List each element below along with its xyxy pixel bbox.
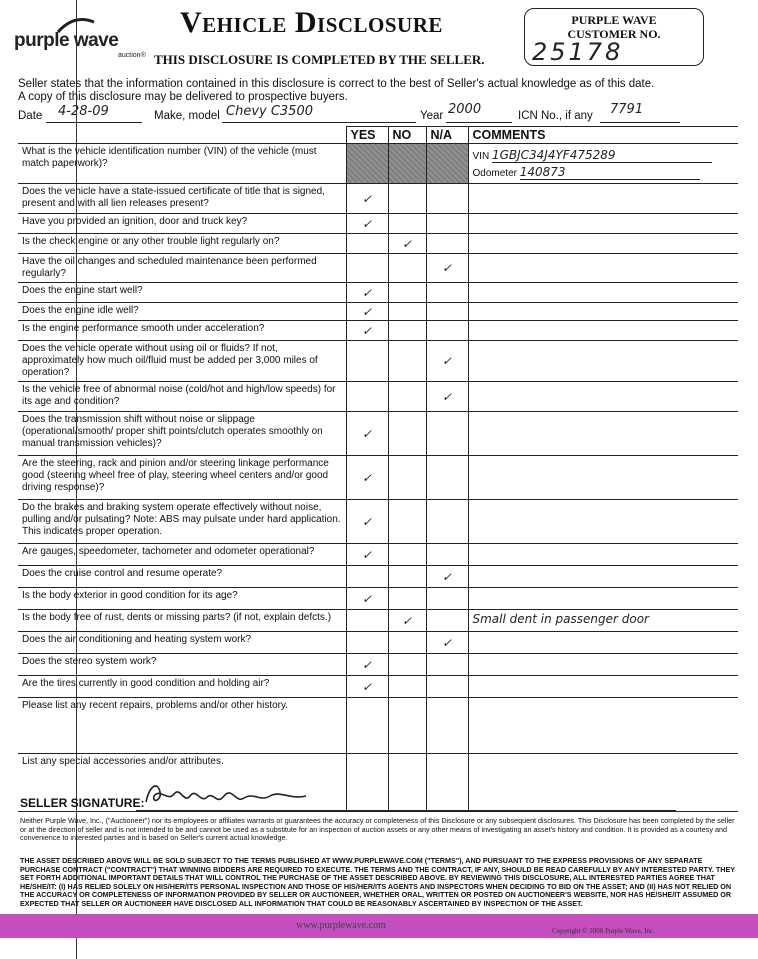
comment-cell[interactable] (468, 234, 738, 254)
question-text: What is the vehicle identification number (VIN) of the vehicle (must match paperwork)? (18, 144, 346, 184)
header-no: NO (388, 127, 426, 144)
table-row (18, 654, 738, 676)
table-row (18, 254, 738, 283)
logo-tagline: auction® (118, 52, 146, 59)
answer-yes-cell[interactable] (346, 341, 388, 382)
check-mark-icon: ✓ (361, 657, 373, 672)
answer-no-cell[interactable] (388, 610, 426, 632)
answer-na-cell[interactable] (426, 566, 468, 588)
answer-yes-cell[interactable] (346, 382, 388, 412)
check-mark-icon: ✓ (361, 426, 373, 441)
comment-cell[interactable] (468, 283, 738, 303)
signature-mark (140, 778, 340, 814)
table-row (18, 341, 738, 382)
answer-no-cell[interactable] (388, 412, 426, 456)
question-text: Is the check engine or any other trouble light regularly on? (18, 234, 346, 254)
answer-na-cell[interactable] (426, 214, 468, 234)
comment-cell[interactable] (468, 144, 738, 184)
year-underline (446, 122, 512, 123)
answer-yes-cell[interactable] (346, 283, 388, 303)
answer-yes-cell[interactable] (346, 456, 388, 500)
icn-label: ICN No., if any (518, 110, 593, 122)
question-text: Have you provided an ignition, door and truck key? (18, 214, 346, 234)
date-value[interactable]: 4-28-09 (58, 104, 109, 119)
answer-no-cell[interactable] (388, 544, 426, 566)
table-row (18, 500, 738, 544)
header-na: N/A (426, 127, 468, 144)
answer-no-cell[interactable] (388, 754, 426, 812)
answer-na-cell[interactable] (426, 588, 468, 610)
answer-yes-cell[interactable] (346, 500, 388, 544)
icn-underline (600, 122, 680, 123)
answer-na-cell[interactable] (426, 698, 468, 754)
check-mark-icon: ✓ (401, 613, 413, 628)
answer-na-cell[interactable] (426, 254, 468, 283)
table-row (18, 144, 738, 184)
customer-box-label-1: PURPLE WAVE (571, 13, 657, 27)
comment-cell[interactable] (468, 610, 738, 632)
odometer-row (473, 165, 735, 180)
answer-no-cell[interactable] (388, 698, 426, 754)
question-text: Does the air conditioning and heating system work? (18, 632, 346, 654)
comment-cell[interactable] (468, 321, 738, 341)
comment-cell[interactable] (468, 500, 738, 544)
answer-na-cell[interactable] (426, 283, 468, 303)
page-title: Vehicle Disclosure (180, 6, 443, 39)
answer-yes-cell[interactable] (346, 184, 388, 214)
answer-no-cell[interactable] (388, 341, 426, 382)
table-header (18, 127, 738, 144)
answer-yes-cell[interactable] (346, 303, 388, 321)
header-question (18, 127, 346, 144)
table-row (18, 214, 738, 234)
customer-number: 25178 (532, 38, 624, 66)
answer-yes-cell[interactable] (346, 588, 388, 610)
comment-cell[interactable] (468, 544, 738, 566)
answer-yes-cell[interactable] (346, 144, 388, 184)
question-text: Does the stereo system work? (18, 654, 346, 676)
answer-yes-cell[interactable] (346, 544, 388, 566)
answer-na-cell[interactable] (426, 632, 468, 654)
answer-no-cell[interactable] (388, 254, 426, 283)
vin-value[interactable]: 1GBJC34J4YF475289 (492, 148, 712, 163)
answer-na-cell[interactable] (426, 234, 468, 254)
table-row (18, 676, 738, 698)
answer-na-cell[interactable] (426, 341, 468, 382)
website-link[interactable]: www.purplewave.com (296, 920, 386, 931)
vin-label: VIN (472, 151, 490, 162)
question-text: Does the vehicle operate without using oil or fluids? If not, approximately how much oil/fluid must be added per 3,000 miles of operation? (18, 341, 346, 382)
comment-text: Small dent in passenger door (472, 612, 649, 626)
question-text: Does the cruise control and resume operate? (18, 566, 346, 588)
table-row (18, 234, 738, 254)
question-text: Are gauges, speedometer, tachometer and odometer operational? (18, 544, 346, 566)
disclaimer-1: Neither Purple Wave, Inc., ("Auctioneer") nor its employees or affiliates warrants or guarantees the accuracy or completeness of this Disclosure or any subsequent disclosures. This Disclosure has been completed by the seller or at the direction of seller and is not intended to be and cannot be used as a substitute for an inspection of auction assets or any other means of investigating an asset's history and condition. It is provided as a courtesy and convenience to interested parties and is based on Seller's current actual knowledge. (20, 816, 735, 843)
disclaimer-2: THE ASSET DESCRIBED ABOVE WILL BE SOLD SUBJECT TO THE TERMS PUBLISHED AT WWW.PURPLEWAVE.COM ("TERMS"), AND PURSUANT TO THE EXPRESS PROVISIONS OF ANY SEPARATE PURCHASE CONTRACT ("CONTRACT") THAT WINNING BIDDERS ARE REQUIRED TO EXECUTE. THE TERMS AND THE CONTRACT, IF ANY, SHOULD BE READ CAREFULLY BY ANY INTERESTED PARTY. THEY SET FORTH ADDITIONAL IMPORTANT DETAILS THAT WILL CONTROL THE PURCHASE OF THE ASSET DESCRIBED ABOVE. BY REVIEWING THIS DISCLOSURE, ALL INTERESTED PARTIES AGREE THAT HE/SHE/IT: (I) HAS RELIED SOLELY ON HIS/HER/ITS PERSONAL INSPECTION AND THOSE OF HIS/HER/ITS AGENTS AND INSPECTORS WHEN DECIDING TO BID ON THE ASSET; AND (II) HAS NOT RELIED ON THE ACCURACY OR COMPLETENESS OF INFORMATION PROVIDED BY SELLER OR AUCTIONEER, WHETHER ORAL, WRITTEN OR POSTED ON AUCTIONEER'S WEBSITE, NOR HAS HE/SHE/IT ASSUMED OR EXPECTED THAT SELLER OR AUCTIONEER HAVE DISCLOSED ALL INFORMATION THAT COULD BE REASONABLY ASCERTAINED BY INSPECTION OF THE ASSET. (20, 856, 735, 908)
answer-na-cell[interactable] (426, 321, 468, 341)
question-text: Have the oil changes and scheduled maintenance been performed regularly? (18, 254, 346, 283)
customer-box-label-2: CUSTOMER NO. (567, 27, 661, 41)
check-mark-icon: ✓ (441, 261, 453, 275)
question-text: Are the steering, rack and pinion and/or steering linkage performance good (steering wheel free of play, steering wheel centers and/or good driving response)? (18, 456, 346, 500)
answer-na-cell[interactable] (426, 500, 468, 544)
answer-no-cell[interactable] (388, 500, 426, 544)
answer-yes-cell[interactable] (346, 654, 388, 676)
odometer-value[interactable]: 140873 (520, 165, 700, 180)
question-text: Does the engine start well? (18, 283, 346, 303)
check-mark-icon: ✓ (361, 285, 373, 300)
table-row (18, 184, 738, 214)
answer-no-cell[interactable] (388, 214, 426, 234)
answer-yes-cell[interactable] (346, 610, 388, 632)
comment-cell[interactable] (468, 254, 738, 283)
check-mark-icon: ✓ (401, 236, 413, 251)
answer-no-cell[interactable] (388, 632, 426, 654)
answer-yes-cell[interactable] (346, 254, 388, 283)
answer-no-cell[interactable] (388, 588, 426, 610)
answer-yes-cell[interactable] (346, 632, 388, 654)
question-text: Is the body exterior in good condition for its age? (18, 588, 346, 610)
table-row (18, 321, 738, 341)
question-text: Does the engine idle well? (18, 303, 346, 321)
comment-cell[interactable] (468, 566, 738, 588)
answer-yes-cell[interactable] (346, 676, 388, 698)
question-text: List any special accessories and/or attributes. (18, 754, 346, 812)
comment-cell[interactable] (468, 184, 738, 214)
comment-cell[interactable] (468, 588, 738, 610)
check-mark-icon: ✓ (361, 191, 373, 206)
answer-na-cell[interactable] (426, 754, 468, 812)
answer-no-cell[interactable] (388, 234, 426, 254)
check-mark-icon: ✓ (361, 547, 373, 562)
comment-cell[interactable] (468, 754, 738, 812)
answer-no-cell[interactable] (388, 303, 426, 321)
table-row (18, 283, 738, 303)
answer-no-cell[interactable] (388, 676, 426, 698)
make-underline (222, 122, 416, 123)
answer-yes-cell[interactable] (346, 234, 388, 254)
disclosure-table (18, 126, 738, 812)
make-label: Make, model (154, 110, 220, 122)
comment-cell[interactable] (468, 341, 738, 382)
check-mark-icon: ✓ (361, 514, 373, 529)
table-row (18, 456, 738, 500)
table-row (18, 610, 738, 632)
table-row (18, 303, 738, 321)
intro-text (18, 78, 718, 104)
year-label: Year (420, 110, 444, 122)
intro-line-2: A copy of this disclosure may be delivered to prospective buyers. (18, 91, 348, 103)
table-row (18, 588, 738, 610)
check-mark-icon: ✓ (361, 216, 373, 231)
comment-cell[interactable] (468, 456, 738, 500)
comment-cell[interactable] (468, 632, 738, 654)
check-mark-icon: ✓ (361, 591, 373, 606)
question-text: Are the tires currently in good condition and holding air? (18, 676, 346, 698)
table-row (18, 698, 738, 754)
vin-row (473, 148, 735, 163)
answer-na-cell[interactable] (426, 303, 468, 321)
check-mark-icon: ✓ (361, 679, 373, 694)
make-value[interactable]: Chevy C3500 (226, 104, 313, 119)
answer-yes-cell[interactable] (346, 214, 388, 234)
comment-cell[interactable] (468, 412, 738, 456)
answer-yes-cell[interactable] (346, 321, 388, 341)
answer-na-cell[interactable] (426, 456, 468, 500)
year-value[interactable]: 2000 (448, 102, 482, 117)
comment-cell[interactable] (468, 698, 738, 754)
check-mark-icon: ✓ (361, 304, 373, 319)
answer-no-cell[interactable] (388, 654, 426, 676)
table-row (18, 566, 738, 588)
comment-cell[interactable] (468, 654, 738, 676)
icn-value[interactable]: 7791 (610, 102, 644, 117)
check-mark-icon: ✓ (361, 323, 373, 338)
answer-na-cell[interactable] (426, 654, 468, 676)
header-comments: COMMENTS (468, 127, 738, 144)
check-mark-icon: ✓ (441, 389, 453, 404)
date-label: Date (18, 110, 43, 122)
question-text: Please list any recent repairs, problems and/or other history. (18, 698, 346, 754)
answer-yes-cell[interactable] (346, 566, 388, 588)
check-mark-icon: ✓ (441, 569, 453, 584)
answer-no-cell[interactable] (388, 566, 426, 588)
date-underline (46, 122, 142, 123)
comment-cell[interactable] (468, 303, 738, 321)
answer-na-cell[interactable] (426, 610, 468, 632)
answer-no-cell[interactable] (388, 321, 426, 341)
question-text: Do the brakes and braking system operate effectively without noise, pulling and/or pulsating? Note: ABS may pulsate under hard application. This indicates proper operation. (18, 500, 346, 544)
comment-cell[interactable] (468, 676, 738, 698)
answer-yes-cell[interactable] (346, 412, 388, 456)
table-row (18, 382, 738, 412)
table-row (18, 632, 738, 654)
purple-wave-logo (12, 20, 162, 58)
answer-na-cell[interactable] (426, 544, 468, 566)
question-text: Is the body free of rust, dents or missing parts? (if not, explain defcts.) (18, 610, 346, 632)
answer-no-cell[interactable] (388, 144, 426, 184)
comment-cell[interactable] (468, 382, 738, 412)
check-mark-icon: ✓ (361, 470, 373, 485)
answer-na-cell[interactable] (426, 184, 468, 214)
question-text: Is the engine performance smooth under acceleration? (18, 321, 346, 341)
signature-label: SELLER SIGNATURE: (20, 796, 145, 810)
question-text: Is the vehicle free of abnormal noise (cold/hot and high/low speeds) for its age and condition? (18, 382, 346, 412)
answer-yes-cell[interactable] (346, 754, 388, 812)
copyright-text: Copyright © 2008 Purple Wave, Inc. (552, 927, 655, 935)
comment-cell[interactable] (468, 214, 738, 234)
check-mark-icon: ✓ (441, 354, 453, 368)
odometer-label: Odometer (472, 168, 517, 179)
answer-no-cell[interactable] (388, 456, 426, 500)
answer-na-cell[interactable] (426, 676, 468, 698)
answer-yes-cell[interactable] (346, 698, 388, 754)
question-text: Does the vehicle have a state-issued certificate of title that is signed, present and with all lien releases present? (18, 184, 346, 214)
intro-line-1: Seller states that the information contained in this disclosure is correct to the best of Seller's actual knowledge as of this date. (18, 78, 655, 90)
table-row (18, 544, 738, 566)
header-yes: YES (346, 127, 388, 144)
check-mark-icon: ✓ (441, 635, 453, 650)
page-subtitle: THIS DISCLOSURE IS COMPLETED BY THE SELLER. (154, 52, 485, 67)
logo-text: purple wave (14, 30, 119, 51)
questions-body (18, 144, 738, 812)
question-text: Does the transmission shift without noise or slippage (operational/smooth/ proper shift points/clutch operates smoothly on manual transmission vehicles)? (18, 412, 346, 456)
answer-na-cell[interactable] (426, 144, 468, 184)
answer-no-cell[interactable] (388, 184, 426, 214)
table-row (18, 412, 738, 456)
answer-no-cell[interactable] (388, 382, 426, 412)
answer-na-cell[interactable] (426, 382, 468, 412)
answer-no-cell[interactable] (388, 283, 426, 303)
answer-na-cell[interactable] (426, 412, 468, 456)
